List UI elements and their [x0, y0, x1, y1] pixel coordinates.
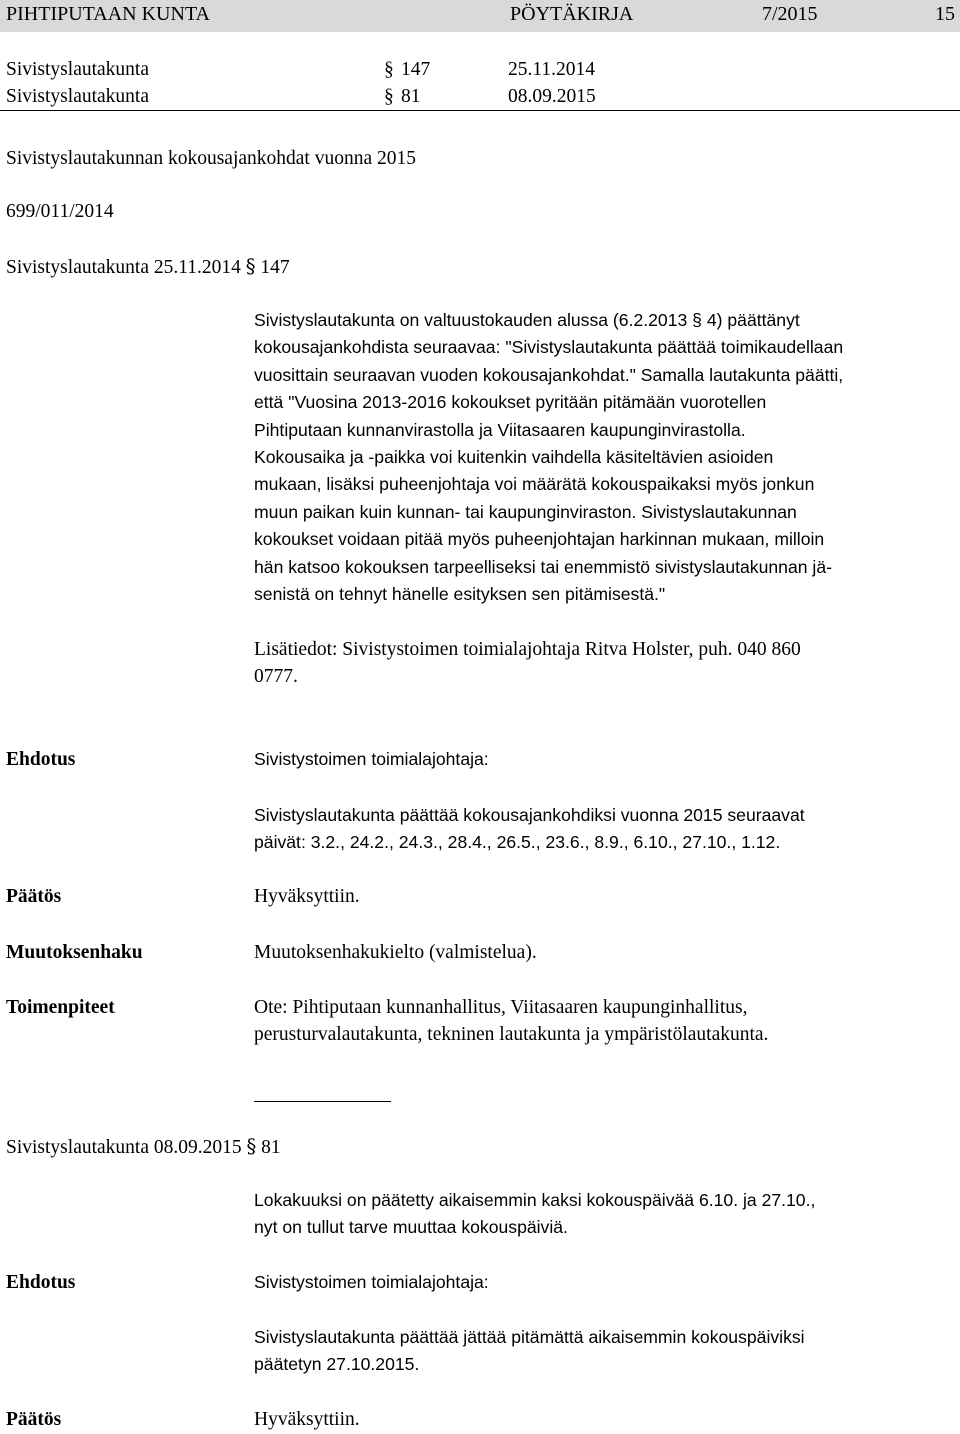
text-line: Sivistyslautakunta päättää kokousajankohdiksi vuonna 2015 seuraavat	[254, 805, 805, 825]
header-doc-number: 7/2015	[762, 3, 818, 25]
meeting-intro-text	[254, 1187, 960, 1242]
header-doc-type: PÖYTÄKIRJA	[510, 3, 634, 25]
meeting-date-label: Sivistyslautakunta 08.09.2015	[6, 1137, 242, 1158]
meeting-label	[6, 1133, 281, 1161]
text-line: Lokakuuksi on päätetty aikaisemmin kaksi kokouspäivää 6.10. ja 27.10.,	[254, 1190, 816, 1210]
actions-label: Toimenpiteet	[6, 997, 115, 1018]
meeting-section-number: 81	[261, 1137, 281, 1158]
decision-label: Päätös	[6, 886, 62, 907]
text-line: mukaan, lisäksi puheenjohtaja voi määrätä kokouspaikaksi myös jonkun	[254, 474, 815, 495]
section-symbol-icon: §	[246, 1135, 257, 1158]
ref-body-2: Sivistyslautakunta	[6, 86, 149, 107]
text-line: että "Vuosina 2013-2016 kokoukset pyritään pitämään vuorotellen	[254, 392, 767, 413]
text-line: Kokousaika ja -paikka voi kuitenkin vaihdella käsiteltävien asioiden	[254, 446, 774, 467]
decision-label: Päätös	[6, 1409, 62, 1430]
text-line: Sivistyslautakunta on valtuustokauden alussa (6.2.2013 § 4) päättänyt	[254, 310, 800, 330]
appeal-label: Muutoksenhaku	[6, 942, 143, 963]
proposal-label: Ehdotus	[6, 749, 76, 770]
proposal-text	[254, 1324, 960, 1379]
text-line: vuosittain seuraavan vuoden kokousajankohdat." Samalla lautakunta päätti,	[254, 364, 844, 385]
text-line: kokousajankohdista seuraavaa: "Sivistyslautakunta päättää toimikaudellaan	[254, 337, 844, 358]
text-line: muun paikan kuin kunnan- tai kaupunginviraston. Sivistyslautakunnan	[254, 501, 797, 522]
text-line: päätetyn 27.10.2015.	[254, 1354, 420, 1375]
proposal-label: Ehdotus	[6, 1272, 76, 1293]
additional-info	[254, 636, 960, 691]
section-symbol-icon: §	[384, 86, 394, 107]
ref-body-1: Sivistyslautakunta	[6, 59, 149, 80]
text-line: 0777.	[254, 666, 298, 688]
appeal-text: Muutoksenhakukielto (valmistelua).	[254, 942, 537, 963]
proposal-author: Sivistystoimen toimialajohtaja:	[254, 1272, 489, 1292]
text-line: perusturvalautakunta, tekninen lautakunta ja ympäristölautakunta.	[254, 1024, 769, 1046]
meeting-intro-text	[254, 307, 960, 608]
text-line: senistä on tehnyt hänelle esityksen sen pitämisestä."	[254, 583, 666, 604]
decision-text: Hyväksyttiin.	[254, 886, 360, 907]
page-header	[0, 0, 960, 32]
diary-number: 699/011/2014	[6, 201, 114, 222]
decision-text: Hyväksyttiin.	[254, 1409, 360, 1430]
proposal-author: Sivistystoimen toimialajohtaja:	[254, 749, 489, 769]
header-page-number: 15	[935, 3, 955, 25]
text-line: Lisätiedot: Sivistystoimen toimialajohtaja Ritva Holster, puh. 040 860	[254, 639, 801, 660]
meeting-section-number: 147	[260, 257, 290, 278]
document-title: Sivistyslautakunnan kokousajankohdat vuonna 2015	[6, 148, 416, 169]
ref-section-2: 81	[401, 86, 421, 107]
meeting-label	[6, 253, 290, 281]
text-line: päivät: 3.2., 24.2., 24.3., 28.4., 26.5., 23.6., 8.9., 6.10., 27.10., 1.12.	[254, 832, 781, 853]
text-line: Sivistyslautakunta päättää jättää pitämättä aikaisemmin kokouspäiviksi	[254, 1327, 805, 1347]
meeting-date-label: Sivistyslautakunta 25.11.2014	[6, 257, 241, 278]
ref-section-1: 147	[401, 59, 431, 80]
text-line: Ote: Pihtiputaan kunnanhallitus, Viitasaaren kaupunginhallitus,	[254, 997, 748, 1018]
actions-text	[254, 994, 960, 1049]
text-line: nyt on tullut tarve muuttaa kokouspäiviä.	[254, 1217, 568, 1238]
ref-date-1: 25.11.2014	[508, 59, 596, 80]
separator-line	[254, 1101, 391, 1102]
section-symbol-icon: §	[384, 59, 394, 80]
text-line: kokoukset voidaan pitää myös puheenjohtajan harkinnan mukaan, milloin	[254, 529, 825, 550]
header-municipality: PIHTIPUTAAN KUNTA	[6, 3, 211, 25]
proposal-text	[254, 802, 960, 857]
text-line: Pihtiputaan kunnanvirastolla ja Viitasaaren kaupunginvirastolla.	[254, 419, 746, 440]
divider	[0, 110, 960, 111]
ref-date-2: 08.09.2015	[508, 86, 596, 107]
section-symbol-icon: §	[245, 255, 256, 278]
text-line: hän katsoo kokouksen tarpeelliseksi tai enemmistö sivistyslautakunnan jä-	[254, 556, 832, 577]
